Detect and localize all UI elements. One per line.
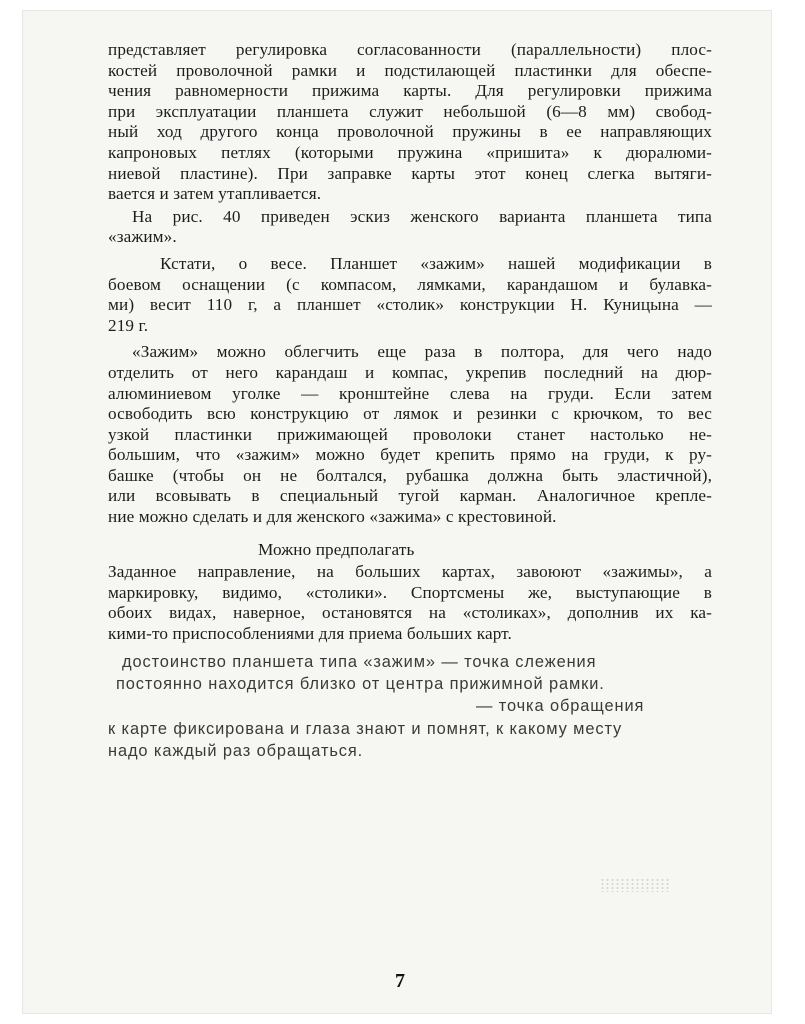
text-line: достоинство планшета типа «зажим» — точка слежения <box>122 652 597 671</box>
text-line: боевом оснащении (с компасом, лямками, карандашом и булавка- <box>108 274 712 294</box>
page-text <box>108 40 712 763</box>
text-line: алюминиевом уголке — кронштейне слева на груди. Если затем <box>108 383 712 403</box>
text-line: большим, что «зажим» можно будет крепить прямо на груди, к ру- <box>108 445 712 465</box>
text-line: ми) весит 110 г, а планшет «столик» конструкции Н. Куницына — <box>108 295 712 315</box>
paragraph-lighten <box>108 342 712 527</box>
text-line: или всовывать в специальный тугой карман. Аналогичное крепле- <box>108 486 712 506</box>
text-line: «Зажим» можно облегчить еще раза в полтора, для чего надо <box>132 342 712 362</box>
paragraph-advantage <box>108 651 712 763</box>
text-line: — точка обращения <box>476 697 645 716</box>
text-line: 219 г. <box>108 315 149 335</box>
page-number: 7 <box>395 970 405 992</box>
text-line: представляет регулировка согласованности (параллельности) плос- <box>108 40 712 59</box>
text-line: обоих видах, наверное, остановятся на «столиках», дополнив их ка- <box>108 603 712 623</box>
text-line: На рис. 40 приведен эскиз женского варианта планшета типа <box>132 206 712 226</box>
text-line: вается и затем утапливается. <box>108 184 322 204</box>
text-line: к карте фиксирована и глаза знают и помнят, к какому месту <box>108 719 623 738</box>
text-line: ный ход другого конца проволочной пружины в ее направляющих <box>108 122 712 142</box>
text-line: постоянно находится близко от центра прижимной рамки. <box>116 675 605 694</box>
paragraph-adjustment <box>108 40 712 205</box>
paragraph-forecast <box>108 562 712 644</box>
paragraph-weight <box>108 254 712 336</box>
text-line: ниевой пластине). При заправке карты этот конец слегка вытяги- <box>108 163 712 183</box>
text-line: освободить всю конструкцию от лямок и резинки с крючком, то вес <box>108 404 712 424</box>
text-line: Кстати, о весе. Планшет «зажим» нашей модификации в <box>160 253 712 273</box>
text-line: ние можно сделать и для женского «зажима» с крестовиной. <box>108 507 557 527</box>
text-line: при эксплуатации планшета служит небольшой (6—8 мм) свобод- <box>108 101 712 121</box>
text-line: чения равномерности прижима карты. Для регулировки прижима <box>108 81 712 101</box>
text-line: башке (чтобы он не болтался, рубашка должна быть эластичной), <box>108 465 712 485</box>
text-line: Заданное направление, на больших картах, завоюют «зажимы», а <box>108 562 712 582</box>
text-line: узкой пластинки прижимающей проволоки станет настолько не- <box>108 424 712 444</box>
text-line: костей проволочной рамки и подстилающей пластинки для обеспе- <box>108 60 712 80</box>
section-heading: Можно предполагать <box>258 539 415 559</box>
text-line: «зажим». <box>108 227 177 247</box>
paragraph-figure-ref <box>108 207 712 248</box>
text-line: отделить от него карандаш и компас, укрепив последний на дюр- <box>108 362 712 382</box>
text-line: кими-то приспособлениями для приема больших карт. <box>108 624 512 644</box>
text-line: капроновых петлях (которыми пружина «пришита» к дюралюми- <box>108 142 712 162</box>
text-line: маркировку, видимо, «столики». Спортсмены же, выступающие в <box>108 582 712 602</box>
text-line: надо каждый раз обращаться. <box>108 742 364 761</box>
scan-speckle <box>600 878 670 892</box>
